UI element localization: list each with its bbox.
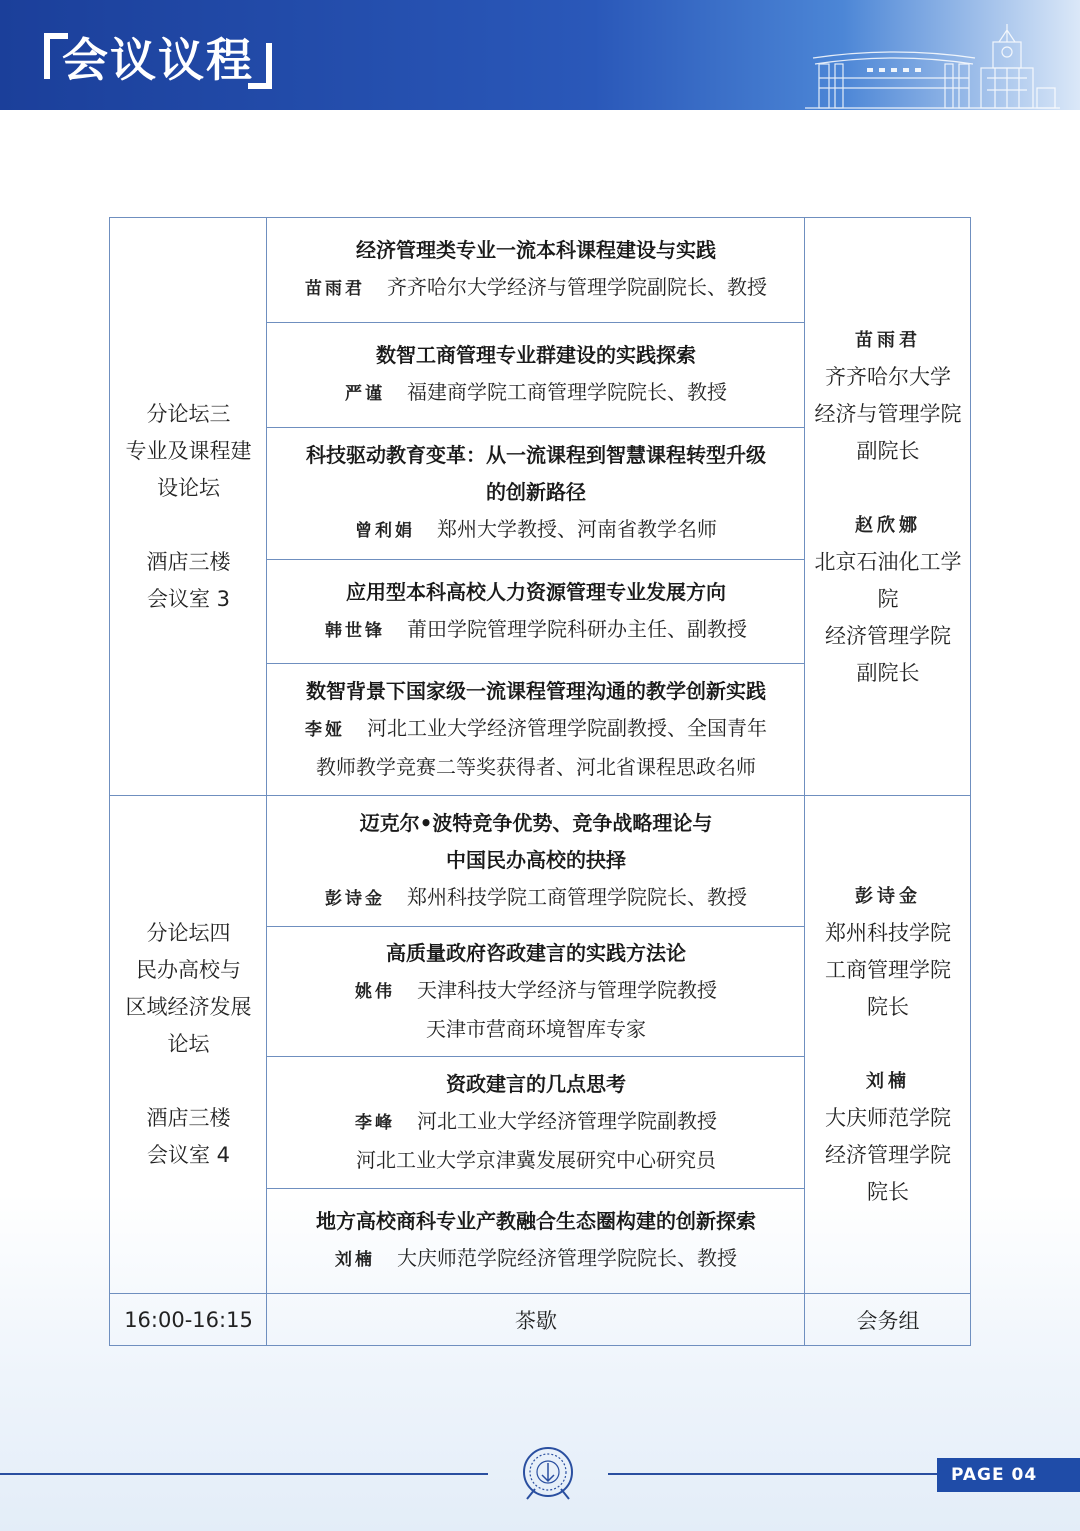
break-organizer: 会务组 (856, 1309, 920, 1333)
speaker-name: 刘楠 (335, 1250, 375, 1270)
forum-location-line: 会议室 4 (146, 1143, 231, 1167)
talk-speaker-line (325, 611, 747, 650)
host-affiliation: 经济管理学院 (825, 1143, 951, 1167)
talk-speaker-line (355, 511, 717, 550)
forum-location-line: 酒店三楼 (146, 1106, 231, 1130)
break-time: 16:00-16:15 (124, 1308, 253, 1332)
talk-title: 经济管理类专业一流本科课程建设与实践 (356, 238, 716, 262)
speaker-info: 郑州科技学院工商管理学院院长、教授 (407, 884, 747, 909)
speaker-name: 彭诗金 (325, 888, 385, 909)
talk-item (267, 1189, 805, 1293)
talk-title: 应用型本科高校人力资源管理专业发展方向 (346, 579, 726, 604)
host-name: 苗雨君 (855, 329, 921, 351)
forum-four-hosts (805, 796, 971, 1293)
forum-name-line: 设论坛 (157, 475, 220, 500)
host-affiliation: 院长 (867, 995, 909, 1019)
talk-speaker-line (305, 269, 767, 308)
talk-speaker-line (305, 710, 767, 749)
host-affiliation: 工商管理学院 (825, 958, 951, 982)
bracket-left-icon (40, 31, 62, 89)
forum-name-line: 分论坛四 (146, 921, 231, 945)
page-title-text: 会议议程 (62, 33, 254, 87)
speaker-info: 莆田学院管理学院科研办主任、副教授 (407, 616, 747, 641)
page-title (40, 24, 276, 96)
talk-title: 的创新路径 (486, 480, 586, 504)
campus-building-icon (805, 18, 1060, 110)
host-name: 赵欣娜 (855, 514, 921, 536)
footer-rule-right (608, 1473, 938, 1475)
talk-title: 数智背景下国家级一流课程管理沟通的教学创新实践 (306, 679, 766, 703)
host-affiliation: 经济与管理学院 (814, 401, 962, 426)
speaker-info-continued: 教师教学竞赛二等奖获得者、河北省课程思政名师 (316, 755, 756, 779)
talk-speaker-line (355, 1103, 717, 1142)
speaker-info: 大庆师范学院经济管理学院院长、教授 (397, 1246, 737, 1270)
agenda-table (109, 217, 971, 1346)
speaker-name: 严谨 (345, 384, 385, 404)
talk-speaker-line (345, 374, 727, 413)
speaker-info: 河北工业大学经济管理学院副教授 (417, 1109, 717, 1133)
host-name: 刘楠 (866, 1071, 910, 1092)
host-affiliation: 齐齐哈尔大学 (825, 364, 951, 389)
bracket-right-icon (254, 31, 276, 89)
speaker-info: 天津科技大学经济与管理学院教授 (417, 978, 717, 1002)
talk-item (267, 927, 805, 1056)
speaker-info: 河北工业大学经济管理学院副教授、全国青年 (367, 716, 767, 740)
talk-title: 资政建言的几点思考 (446, 1072, 626, 1096)
speaker-info-continued: 天津市营商环境智库专家 (426, 1017, 646, 1041)
host-affiliation: 院长 (867, 1180, 909, 1204)
speaker-info: 福建商学院工商管理学院院长、教授 (407, 380, 727, 404)
forum-name-line: 民办高校与 (136, 958, 241, 982)
host-affiliation: 副院长 (856, 438, 920, 463)
talk-title: 高质量政府咨政建言的实践方法论 (386, 941, 686, 965)
speaker-name: 姚伟 (355, 982, 395, 1002)
talk-item (267, 218, 805, 322)
talk-item (267, 560, 805, 663)
host-affiliation: 经济管理学院 (825, 623, 951, 648)
header-banner (0, 0, 1080, 110)
talk-item (267, 1057, 805, 1188)
talk-item (267, 323, 805, 427)
forum-location-line: 会议室 3 (146, 586, 231, 611)
university-emblem-icon (521, 1445, 575, 1501)
break-activity: 茶歇 (515, 1309, 557, 1333)
speaker-info: 齐齐哈尔大学经济与管理学院副院长、教授 (387, 275, 767, 299)
talk-speaker-line (335, 1240, 737, 1279)
talk-speaker-line (325, 879, 747, 918)
talk-title: 中国民办高校的抉择 (446, 847, 626, 872)
talk-item (267, 428, 805, 559)
forum-three-hosts (805, 218, 971, 795)
host-affiliation: 北京石油化工学院 (814, 549, 962, 611)
talk-title: 科技驱动教育变革：从一流课程到智慧课程转型升级 (306, 443, 766, 467)
host-affiliation: 郑州科技学院 (825, 921, 951, 945)
talk-item (267, 796, 805, 926)
speaker-name: 李娅 (305, 720, 345, 740)
talk-speaker-line (355, 972, 717, 1011)
page-number-badge: PAGE 04 (937, 1458, 1080, 1492)
forum-name-line: 论坛 (167, 1032, 210, 1056)
forum-name-line: 分论坛三 (146, 401, 231, 426)
forum-name-line: 区域经济发展 (125, 995, 252, 1019)
host-name: 彭诗金 (855, 886, 921, 907)
talk-title: 地方高校商科专业产教融合生态圈构建的创新探索 (316, 1209, 756, 1233)
forum-four-cell (110, 796, 267, 1293)
footer-rule-left (0, 1473, 488, 1475)
speaker-name: 李峰 (355, 1113, 395, 1133)
speaker-name: 韩世锋 (325, 620, 385, 641)
forum-name-line: 专业及课程建 (125, 438, 252, 463)
host-affiliation: 大庆师范学院 (825, 1106, 951, 1130)
talk-title: 数智工商管理专业群建设的实践探索 (376, 343, 696, 367)
talk-title: 迈克尔•波特竞争优势、竞争战略理论与 (359, 810, 713, 835)
forum-location-line: 酒店三楼 (146, 549, 231, 574)
speaker-info: 郑州大学教授、河南省教学名师 (437, 517, 717, 541)
host-affiliation: 副院长 (856, 660, 920, 685)
speaker-name: 苗雨君 (305, 279, 365, 299)
forum-three-cell (110, 218, 267, 795)
talk-item (267, 664, 805, 795)
speaker-name: 曾利娟 (355, 521, 415, 541)
speaker-info-continued: 河北工业大学京津冀发展研究中心研究员 (356, 1148, 716, 1172)
